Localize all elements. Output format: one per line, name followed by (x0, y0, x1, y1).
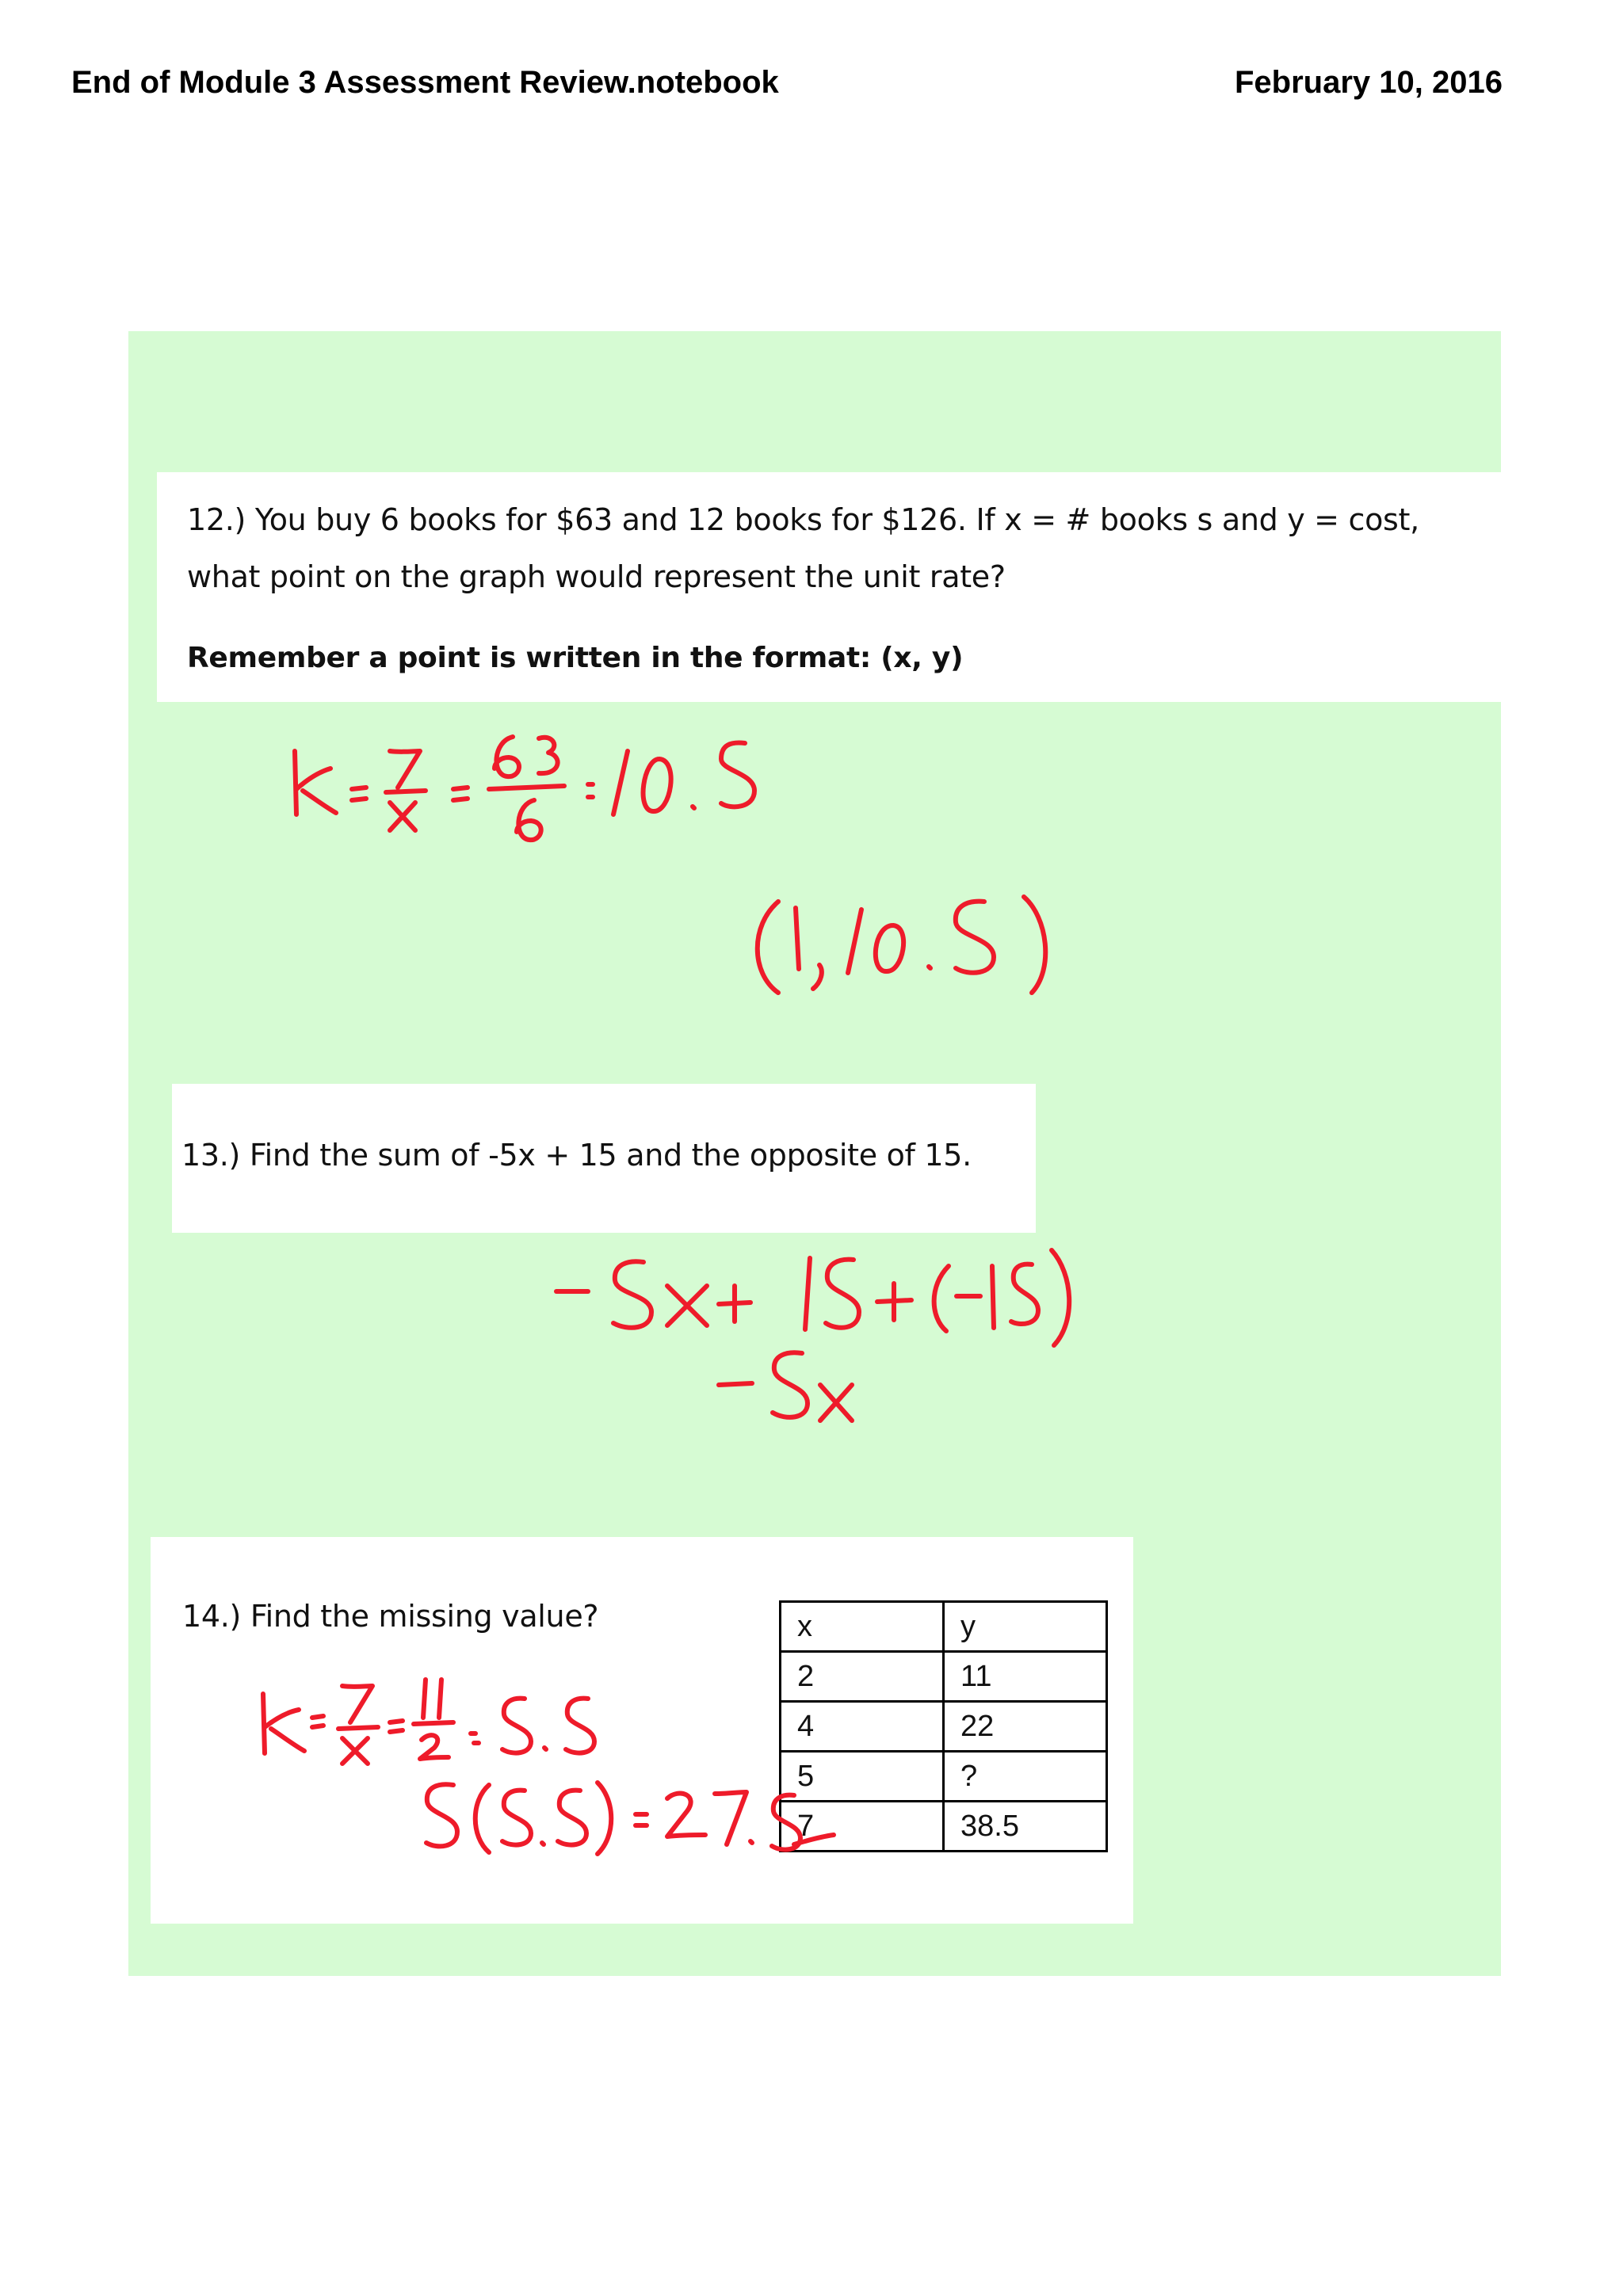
table-cell-x: 5 (781, 1752, 944, 1802)
xy-value-table (779, 1600, 1108, 1852)
table-cell-x: 2 (781, 1652, 944, 1702)
table-cell-y: 22 (944, 1702, 1107, 1752)
table-header-row (781, 1602, 1107, 1652)
table-cell-x: 4 (781, 1702, 944, 1752)
table-cell-y: 11 (944, 1652, 1107, 1702)
table-row (781, 1702, 1107, 1752)
table-row (781, 1802, 1107, 1852)
document-date: February 10, 2016 (1235, 65, 1503, 100)
document-title: End of Module 3 Assessment Review.notebook (71, 65, 779, 100)
question-12-reminder: Remember a point is written in the format: (x, y) (187, 642, 964, 674)
handwriting-q13-work (540, 1242, 1254, 1353)
question-13-text: 13.) Find the sum of -5x + 15 and the opposite of 15. (181, 1138, 972, 1173)
question-12-text-line-2: what point on the graph would represent the unit rate? (187, 559, 1006, 594)
question-13-box (172, 1084, 1036, 1233)
notebook-page-panel (128, 331, 1501, 1976)
handwriting-q12-work (287, 727, 1000, 846)
table-header-x: x (781, 1602, 944, 1652)
question-14-text: 14.) Find the missing value? (182, 1599, 599, 1634)
handwriting-q13-answer (711, 1333, 949, 1436)
handwriting-q12-answer (747, 886, 1222, 1005)
table-cell-y: ? (944, 1752, 1107, 1802)
question-12-box (157, 472, 1507, 702)
table-cell-x: 7 (781, 1802, 944, 1852)
table-cell-y: 38.5 (944, 1802, 1107, 1852)
question-12-text-line-1: 12.) You buy 6 books for $63 and 12 books for $126. If x = # books s and y = cost, (187, 502, 1419, 537)
table-row (781, 1652, 1107, 1702)
question-14-box (151, 1537, 1133, 1924)
table-row (781, 1752, 1107, 1802)
table-header-y: y (944, 1602, 1107, 1652)
